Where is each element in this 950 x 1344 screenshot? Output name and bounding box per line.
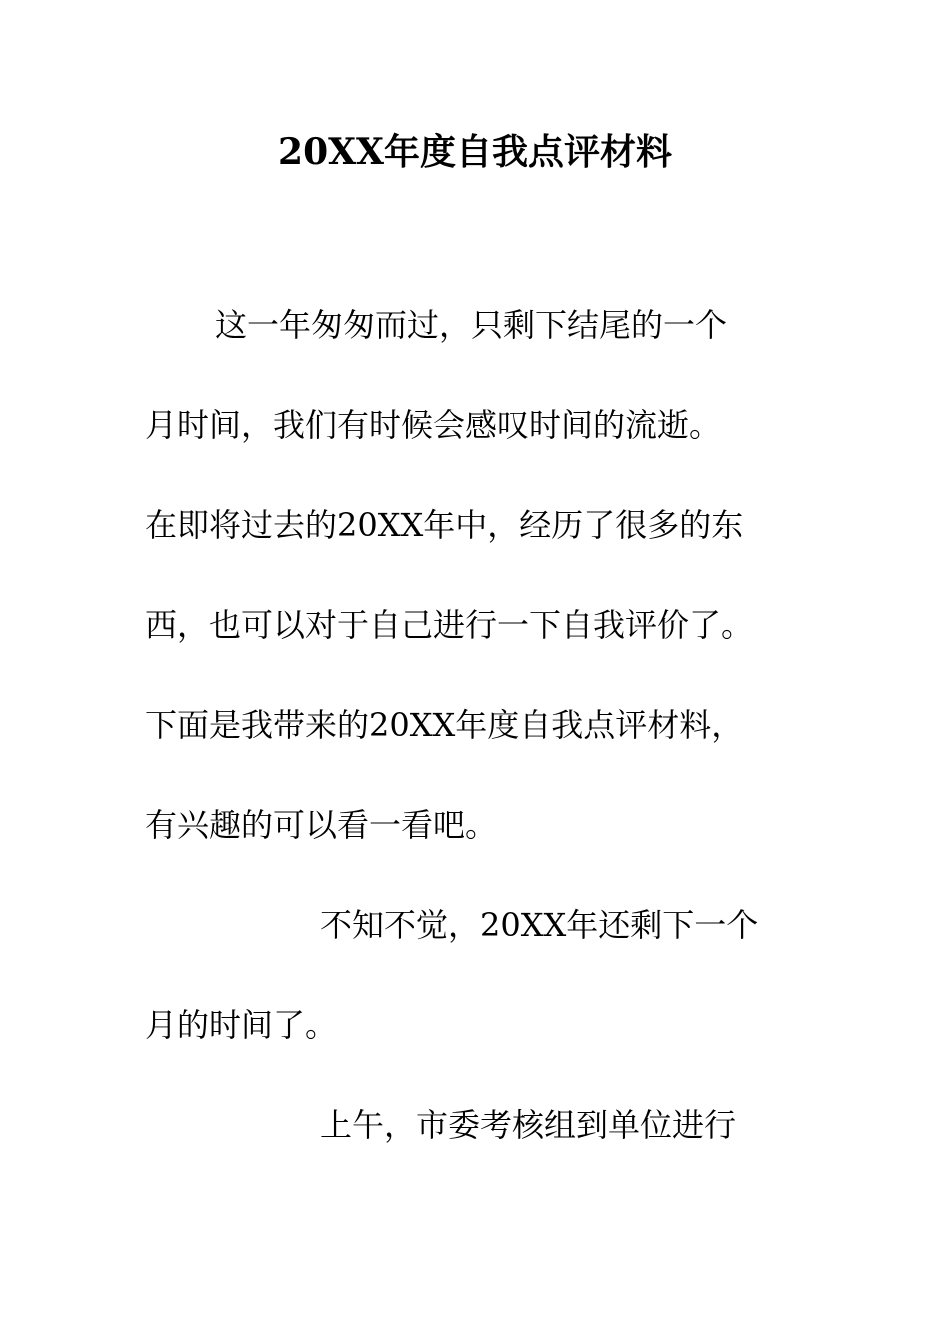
paragraph-line: 有兴趣的可以看一看吧。	[145, 806, 498, 844]
paragraph-line: 在即将过去的20XX年中，经历了很多的东	[145, 506, 744, 544]
paragraph-line: 这一年匆匆而过，只剩下结尾的一个	[215, 306, 728, 344]
paragraph-line: 月的时间了。	[145, 1006, 338, 1044]
paragraph-line: 月时间，我们有时候会感叹时间的流逝。	[145, 406, 722, 444]
document-title: 20XX年度自我点评材料	[278, 131, 672, 173]
paragraph-line: 上午，市委考核组到单位进行	[320, 1106, 737, 1144]
paragraph-line: 下面是我带来的20XX年度自我点评材料，	[145, 706, 744, 744]
paragraph-line: 不知不觉，20XX年还剩下一个	[320, 906, 759, 944]
paragraph-line: 西，也可以对于自己进行一下自我评价了。	[145, 606, 754, 644]
